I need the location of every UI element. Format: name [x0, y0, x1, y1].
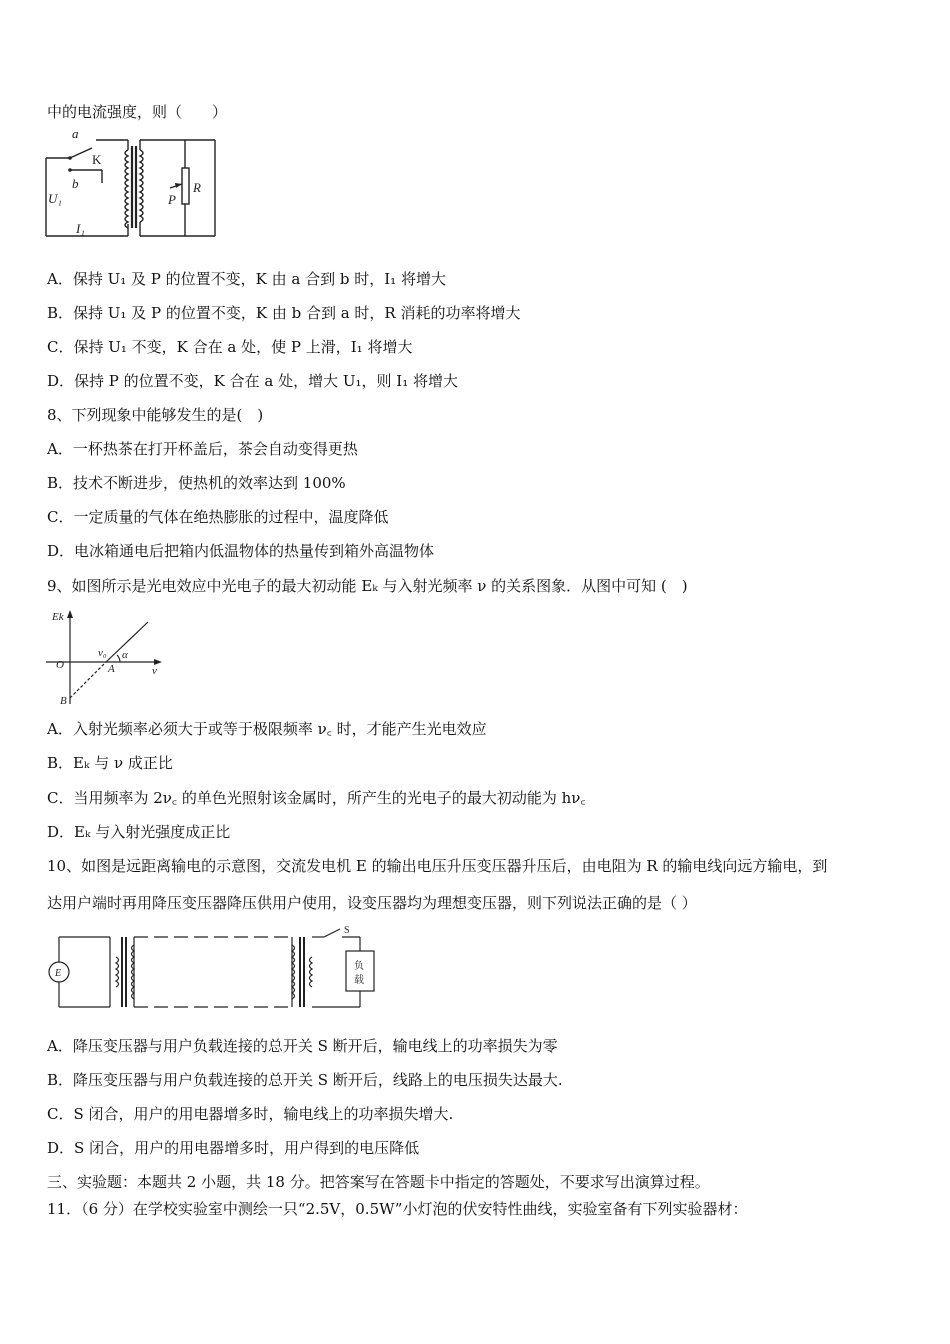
q7-option-b: B．保持 U₁ 及 P 的位置不变，K 由 b 合到 a 时，R 消耗的功率将增大 — [47, 304, 521, 322]
q7-option-d: D．保持 P 的位置不变，K 合在 a 处，增大 U₁，则 I₁ 将增大 — [47, 372, 459, 390]
q10-option-a: A．降压变压器与用户负载连接的总开关 S 断开后，输电线上的功率损失为零 — [47, 1037, 558, 1055]
q10-option-c: C．S 闭合，用户的用电器增多时，输电线上的功率损失增大. — [47, 1105, 454, 1123]
label-Ek: Ek — [52, 611, 64, 623]
q7-option-a: A．保持 U₁ 及 P 的位置不变，K 由 a 合到 b 时，I₁ 将增大 — [47, 270, 446, 288]
q10-transmission-diagram — [42, 925, 382, 1013]
q8-option-c: C．一定质量的气体在绝热膨胀的过程中，温度降低 — [47, 508, 389, 526]
q10-stem-line1: 10、如图是远距离输电的示意图，交流发电机 E 的输出电压升压变压器升压后，由电阻为 R 的输电线向远方输电，到 — [47, 857, 828, 875]
section-3-heading: 三、实验题：本题共 2 小题，共 18 分。把答案写在答题卡中指定的答题处，不要求写出演算过程。 — [47, 1173, 710, 1191]
q9-stem: 9、如图所示是光电效应中光电子的最大初动能 Eₖ 与入射光频率 ν 的关系图象．从图中可知 ( ) — [47, 577, 688, 595]
label-alpha: α — [122, 649, 128, 661]
q9-photoelectric-graph — [40, 604, 170, 710]
q9-option-b: B．Eₖ 与 ν 成正比 — [47, 754, 173, 772]
label-nu: ν — [152, 665, 157, 677]
label-B: B — [60, 695, 67, 707]
label-load-1: 负 — [354, 961, 364, 972]
q7-transformer-circuit — [40, 128, 220, 243]
label-b: b — [72, 176, 79, 191]
q8-option-d: D．电冰箱通电后把箱内低温物体的热量传到箱外高温物体 — [47, 542, 435, 560]
label-R: R — [193, 180, 201, 195]
label-O: O — [56, 659, 64, 671]
q10-option-b: B．降压变压器与用户负载连接的总开关 S 断开后，线路上的电压损失达最大. — [47, 1071, 563, 1089]
label-U1: U₁ — [48, 191, 62, 206]
label-I1: I₁ — [76, 221, 85, 236]
q8-option-a: A．一杯热茶在打开杯盖后，茶会自动变得更热 — [47, 440, 358, 458]
q8-stem: 8、下列现象中能够发生的是( ) — [47, 406, 264, 424]
q7-option-c: C．保持 U₁ 不变，K 合在 a 处，使 P 上滑，I₁ 将增大 — [47, 338, 413, 356]
q10-option-d: D．S 闭合，用户的用电器增多时，用户得到的电压降低 — [47, 1139, 420, 1157]
q9-option-a: A．入射光频率必须大于或等于极限频率 ν꜀ 时，才能产生光电效应 — [47, 720, 487, 738]
label-a: a — [72, 128, 79, 141]
label-P: P — [168, 192, 176, 207]
q8-option-b: B．技术不断进步，使热机的效率达到 100% — [47, 474, 346, 492]
label-nu0: ν₀ — [98, 647, 107, 659]
label-S: S — [344, 925, 350, 936]
label-E: E — [55, 968, 62, 979]
label-A: A — [108, 663, 115, 675]
q7-stem-tail: 中的电流强度，则（ ） — [47, 103, 228, 121]
q9-option-d: D．Eₖ 与入射光强度成正比 — [47, 823, 231, 841]
q10-stem-line2: 达用户端时再用降压变压器降压供用户使用，设变压器均为理想变压器，则下列说法正确的是（ ） — [47, 894, 697, 912]
q11-stem: 11．（6 分）在学校实验室中测绘一只“2.5V，0.5W”小灯泡的伏安特性曲线，实验室备有下列实验器材： — [47, 1200, 748, 1218]
q9-option-c: C．当用频率为 2ν꜀ 的单色光照射该金属时，所产生的光电子的最大初动能为 hν꜀ — [47, 789, 586, 807]
label-K: K — [92, 152, 102, 167]
label-load-2: 载 — [354, 975, 364, 986]
